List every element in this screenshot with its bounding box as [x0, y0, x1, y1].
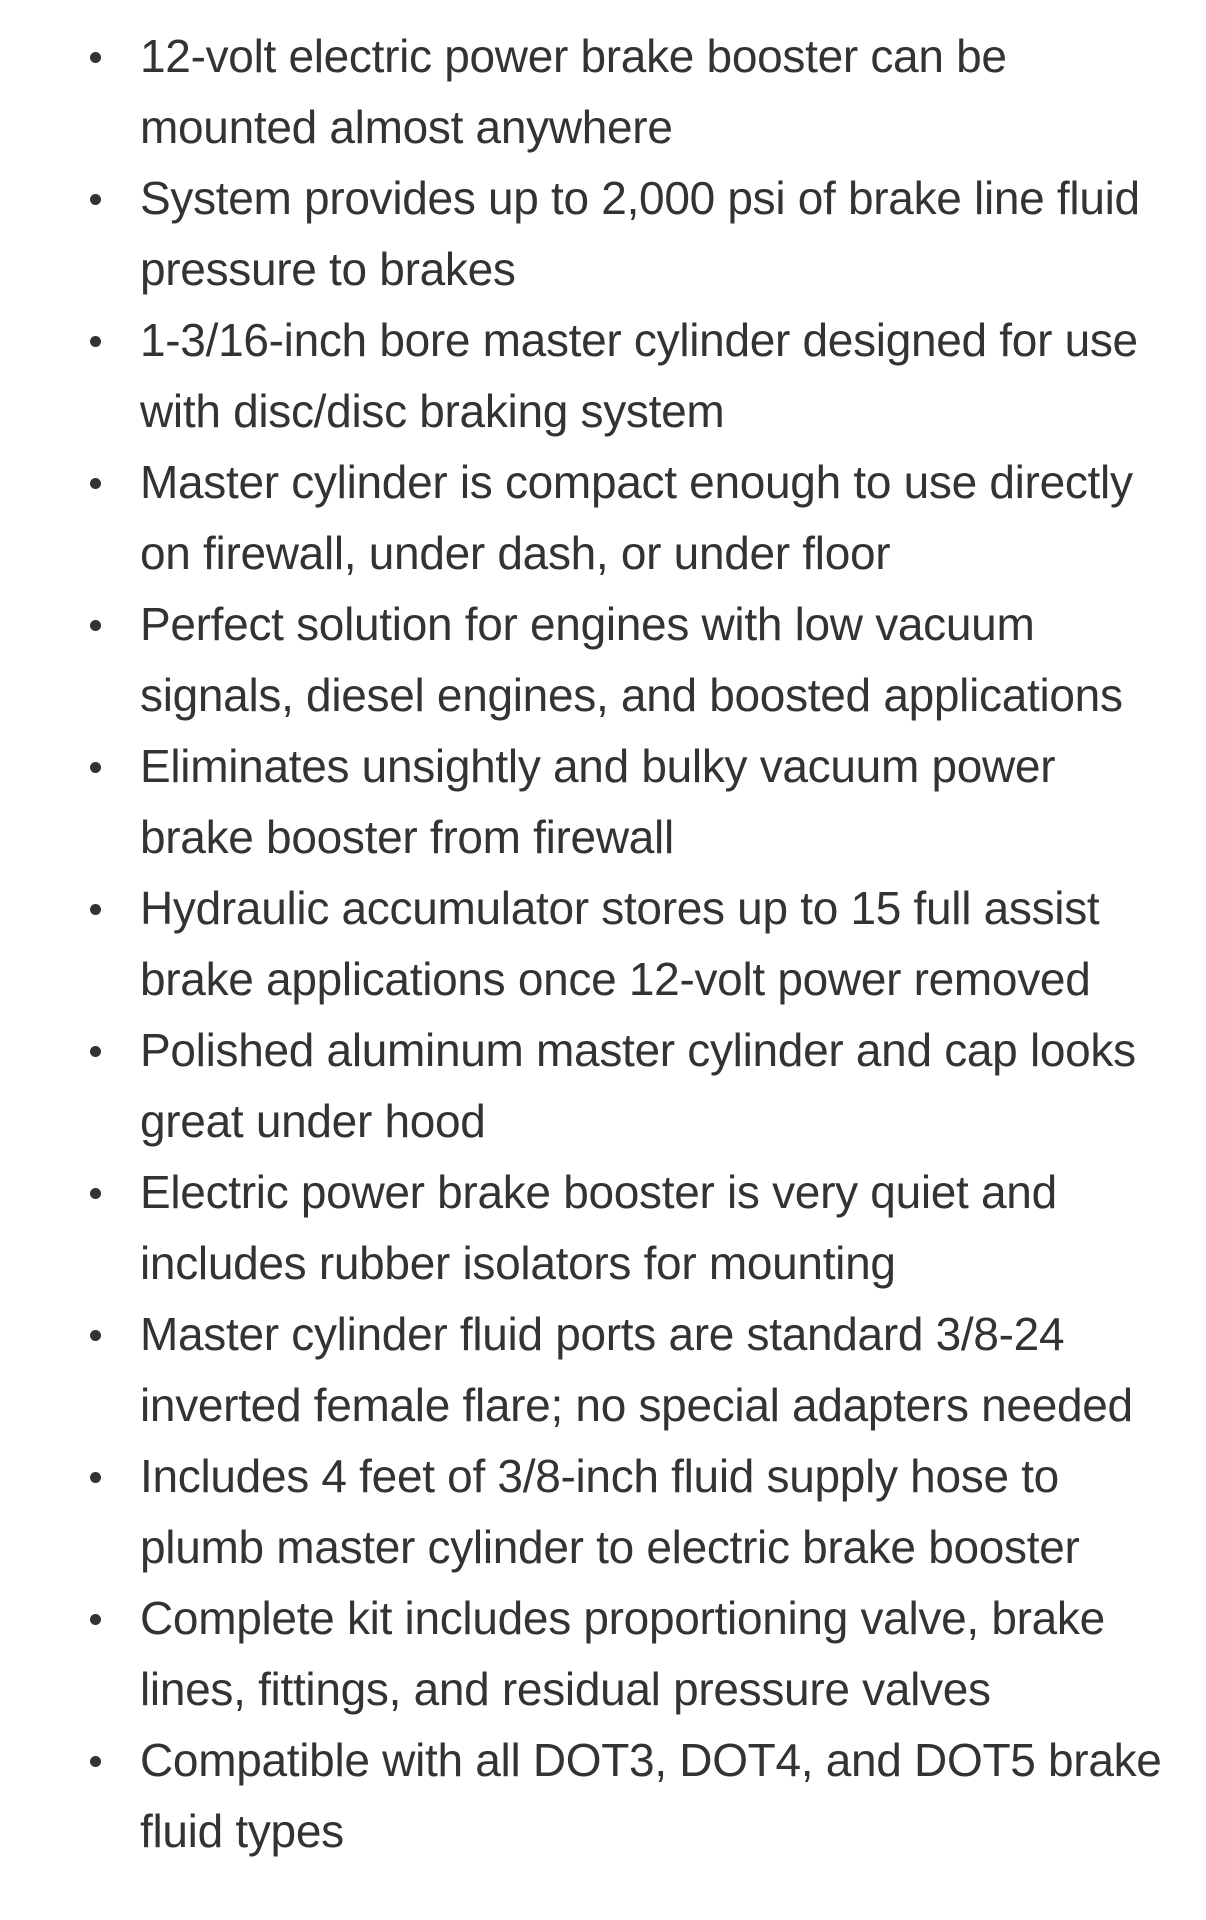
feature-text-line-2: plumb master cylinder to electric brake booster [140, 1521, 1080, 1573]
feature-text-line-2: lines, fittings, and residual pressure valves [140, 1663, 991, 1715]
feature-text-line-1: System provides up to 2,000 psi of brake line fluid [140, 172, 1140, 224]
bullet-icon [90, 762, 101, 773]
feature-text-line-1: Compatible with all DOT3, DOT4, and DOT5 brake [140, 1734, 1162, 1786]
feature-text-line-1: Master cylinder is compact enough to use directly [140, 456, 1133, 508]
feature-text-line-2: inverted female flare; no special adapters needed [140, 1379, 1133, 1431]
feature-text-line-2: signals, diesel engines, and boosted applications [140, 669, 1123, 721]
bullet-icon [90, 478, 101, 489]
feature-item [0, 1015, 1206, 1157]
feature-text-line-2: on firewall, under dash, or under floor [140, 527, 891, 579]
feature-text-line-1: Includes 4 feet of 3/8-inch fluid supply hose to [140, 1450, 1059, 1502]
bullet-icon [90, 1614, 101, 1625]
bullet-icon [90, 1756, 101, 1767]
bullet-icon [90, 52, 101, 63]
bullet-icon [90, 1046, 101, 1057]
feature-item [0, 305, 1206, 447]
bullet-icon [90, 1330, 101, 1341]
feature-item [0, 163, 1206, 305]
feature-item [0, 1441, 1206, 1583]
feature-text-line-2: brake booster from firewall [140, 811, 674, 863]
feature-item [0, 1725, 1206, 1867]
feature-text-line-2: fluid types [140, 1805, 344, 1857]
feature-item [0, 21, 1206, 163]
feature-text-line-2: mounted almost anywhere [140, 101, 673, 153]
feature-text-line-1: Polished aluminum master cylinder and cap looks [140, 1024, 1136, 1076]
feature-text-line-1: Complete kit includes proportioning valve, brake [140, 1592, 1105, 1644]
feature-item [0, 447, 1206, 589]
feature-text-line-2: great under hood [140, 1095, 486, 1147]
feature-text-line-1: Hydraulic accumulator stores up to 15 full assist [140, 882, 1100, 934]
feature-text-line-2: includes rubber isolators for mounting [140, 1237, 896, 1289]
bullet-icon [90, 620, 101, 631]
feature-text-line-2: pressure to brakes [140, 243, 516, 295]
bullet-icon [90, 1472, 101, 1483]
bullet-icon [90, 1188, 101, 1199]
feature-text-line-2: with disc/disc braking system [140, 385, 725, 437]
feature-item [0, 731, 1206, 873]
bullet-icon [90, 904, 101, 915]
feature-item [0, 1299, 1206, 1441]
feature-item [0, 1583, 1206, 1725]
bullet-icon [90, 194, 101, 205]
feature-item [0, 589, 1206, 731]
feature-text-line-1: Master cylinder fluid ports are standard 3/8-24 [140, 1308, 1065, 1360]
feature-text-line-1: 1-3/16-inch bore master cylinder designed for use [140, 314, 1138, 366]
feature-text-line-1: Perfect solution for engines with low vacuum [140, 598, 1035, 650]
bullet-icon [90, 336, 101, 347]
feature-item [0, 1157, 1206, 1299]
feature-text-line-2: brake applications once 12-volt power removed [140, 953, 1091, 1005]
feature-text-line-1: Eliminates unsightly and bulky vacuum power [140, 740, 1056, 792]
feature-text-line-1: Electric power brake booster is very quiet and [140, 1166, 1057, 1218]
feature-text-line-1: 12-volt electric power brake booster can be [140, 30, 1007, 82]
feature-item [0, 873, 1206, 1015]
